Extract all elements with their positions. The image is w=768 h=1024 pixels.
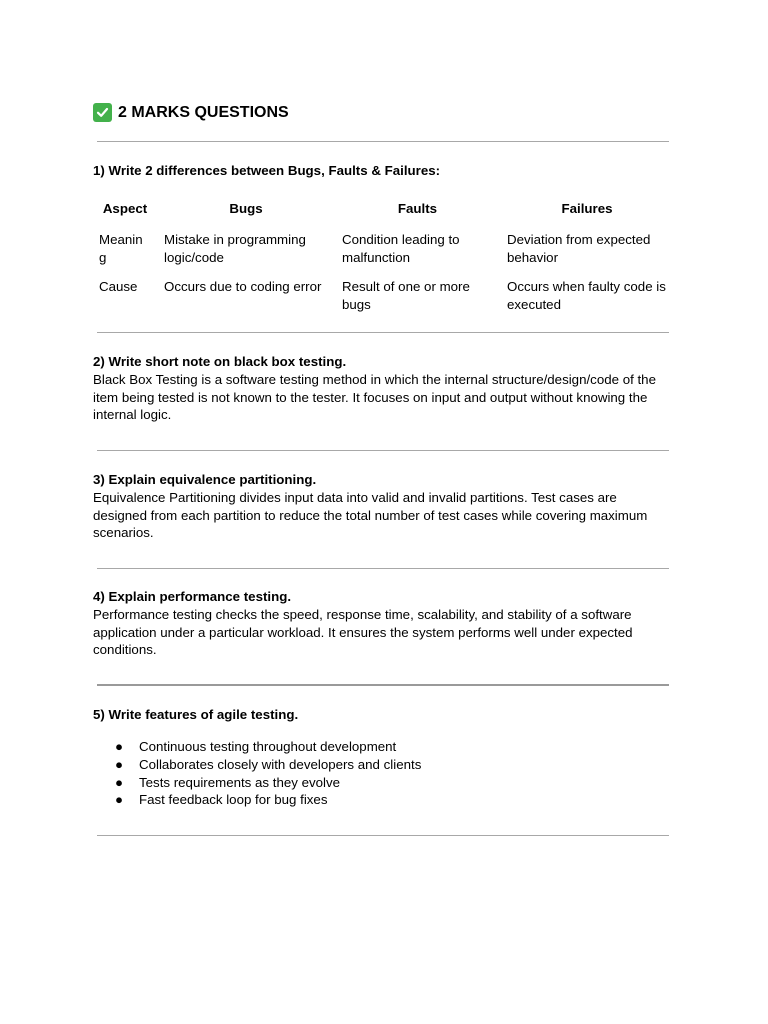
divider (97, 332, 669, 333)
question-title: 3) Explain equivalence partitioning. (93, 472, 317, 487)
bullet-icon: ● (115, 756, 124, 772)
table-row (93, 220, 674, 266)
table-cell: Deviation from expected behavior (507, 232, 651, 265)
answer-text: Equivalence Partitioning divides input data into valid and invalid partitions. Test cases are designed from each partition to reduce the total number of test cases while covering maximum scenarios. (93, 489, 648, 541)
answer-text: Black Box Testing is a software testing method in which the internal structure/design/code of the item being tested is not known to the tester. It focuses on input and output without knowing the internal logic. (93, 371, 656, 423)
table-cell: Occurs when faulty code is executed (507, 279, 666, 312)
list-item-text: Tests requirements as they evolve (139, 774, 341, 790)
question-1 (93, 162, 673, 180)
list-item (115, 738, 421, 756)
question-title: 5) Write features of agile testing. (93, 707, 299, 722)
divider (97, 450, 669, 451)
table-header-row (93, 196, 674, 220)
table-header-cell: Failures (561, 200, 613, 216)
divider (97, 835, 669, 836)
table-cell: Result of one or more bugs (342, 279, 470, 312)
bullet-icon: ● (115, 792, 124, 808)
table-header-cell: Bugs (229, 200, 263, 216)
table-cell: Occurs due to coding error (164, 279, 322, 295)
list-item (115, 791, 421, 809)
question-5 (93, 706, 673, 724)
check-mark-icon (93, 103, 112, 122)
list-item (115, 756, 421, 774)
divider (97, 568, 669, 569)
bullet-icon: ● (115, 774, 124, 790)
list-item-text: Collaborates closely with developers and clients (139, 756, 422, 772)
table-cell: Meanin g (99, 232, 143, 265)
question-title: 1) Write 2 differences between Bugs, Faults & Failures: (93, 163, 441, 178)
table-header-cell: Aspect (102, 200, 148, 216)
table-cell: Cause (99, 279, 138, 295)
question-3 (93, 471, 673, 542)
list-item-text: Continuous testing throughout development (139, 739, 397, 754)
list-item (115, 774, 421, 792)
feature-list (115, 738, 421, 809)
list-item-text: Fast feedback loop for bug fixes (139, 792, 328, 808)
heading-title: 2 MARKS QUESTIONS (118, 103, 289, 121)
question-4 (93, 588, 673, 659)
bullet-icon: ● (115, 739, 124, 754)
section-heading (93, 103, 289, 122)
question-title: 4) Explain performance testing. (93, 589, 292, 604)
divider (97, 141, 669, 142)
question-title: 2) Write short note on black box testing. (93, 354, 347, 369)
divider (97, 684, 669, 686)
differences-table (93, 196, 674, 313)
table-cell: Mistake in programming logic/code (164, 232, 306, 265)
table-cell: Condition leading to malfunction (342, 232, 460, 265)
question-2 (93, 353, 673, 424)
table-header-cell: Faults (397, 200, 438, 216)
answer-text: Performance testing checks the speed, response time, scalability, and stability of a software application under a particular workload. It ensures the system performs well under expected conditions. (93, 606, 633, 658)
table-row (93, 266, 674, 313)
